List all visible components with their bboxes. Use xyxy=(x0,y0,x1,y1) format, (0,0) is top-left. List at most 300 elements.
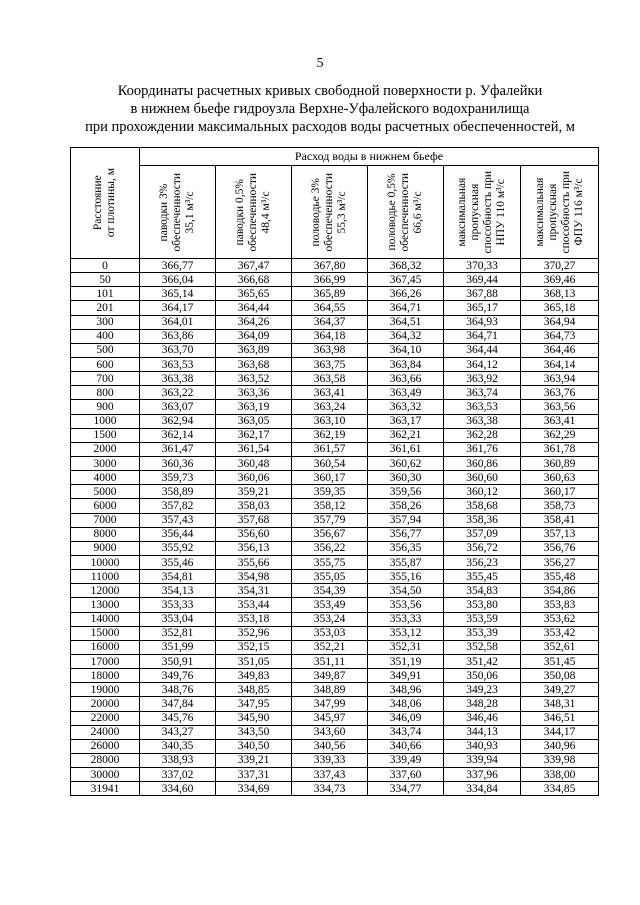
water-level-cell: 363,32 xyxy=(368,400,444,414)
water-level-cell: 363,53 xyxy=(444,400,521,414)
water-level-cell: 370,33 xyxy=(444,259,521,273)
water-level-cell: 353,39 xyxy=(444,626,521,640)
table-row xyxy=(71,287,599,301)
column-header-label: паводки 3% обеспеченности 35,1 м³/с xyxy=(158,172,196,252)
table-row xyxy=(71,471,599,485)
water-level-cell: 353,56 xyxy=(368,598,444,612)
distance-cell: 12000 xyxy=(71,584,140,598)
water-level-cell: 337,31 xyxy=(216,768,292,782)
title-line-2: в нижнем бьефе гидроузла Верхне-Уфалейского водохранилища xyxy=(130,101,530,117)
water-level-cell: 350,06 xyxy=(444,669,521,683)
water-level-cell: 354,81 xyxy=(140,570,216,584)
distance-cell: 6000 xyxy=(71,499,140,513)
column-header xyxy=(216,166,292,259)
water-level-cell: 356,72 xyxy=(444,541,521,555)
water-level-cell: 358,41 xyxy=(521,513,599,527)
table-row xyxy=(71,739,599,753)
column-header-label: паводки 0,5% обеспеченности 48,4 м³/с xyxy=(234,172,272,252)
water-level-cell: 363,17 xyxy=(368,414,444,428)
water-level-cell: 363,53 xyxy=(140,357,216,371)
water-level-cell: 337,43 xyxy=(292,768,368,782)
water-level-cell: 363,22 xyxy=(140,386,216,400)
water-level-cell: 355,45 xyxy=(444,570,521,584)
water-level-cell: 351,05 xyxy=(216,654,292,668)
water-level-cell: 352,81 xyxy=(140,626,216,640)
distance-cell: 8000 xyxy=(71,527,140,541)
water-level-cell: 356,77 xyxy=(368,527,444,541)
title-line-3: при прохождении максимальных расходов воды расчетных обеспеченностей, м xyxy=(85,119,575,135)
water-level-cell: 345,97 xyxy=(292,711,368,725)
water-level-cell: 348,06 xyxy=(368,697,444,711)
water-level-cell: 351,99 xyxy=(140,640,216,654)
distance-cell: 1000 xyxy=(71,414,140,428)
water-level-cell: 352,96 xyxy=(216,626,292,640)
distance-cell: 900 xyxy=(71,400,140,414)
water-level-cell: 353,42 xyxy=(521,626,599,640)
table-row xyxy=(71,513,599,527)
water-level-cell: 348,31 xyxy=(521,697,599,711)
water-level-cell: 360,63 xyxy=(521,471,599,485)
distance-cell: 17000 xyxy=(71,654,140,668)
water-level-cell: 351,11 xyxy=(292,654,368,668)
water-level-cell: 354,86 xyxy=(521,584,599,598)
table-row xyxy=(71,442,599,456)
distance-cell: 2000 xyxy=(71,442,140,456)
water-level-cell: 360,60 xyxy=(444,471,521,485)
table-row xyxy=(71,527,599,541)
table-row xyxy=(71,654,599,668)
table-row xyxy=(71,541,599,555)
water-level-cell: 364,37 xyxy=(292,315,368,329)
water-level-cell: 364,14 xyxy=(521,357,599,371)
water-level-cell: 361,47 xyxy=(140,442,216,456)
water-level-cell: 367,80 xyxy=(292,259,368,273)
distance-cell: 22000 xyxy=(71,711,140,725)
water-level-cell: 360,17 xyxy=(521,485,599,499)
table-row xyxy=(71,768,599,782)
water-level-cell: 348,76 xyxy=(140,683,216,697)
table-row xyxy=(71,626,599,640)
water-level-cell: 357,13 xyxy=(521,527,599,541)
water-level-cell: 343,60 xyxy=(292,725,368,739)
distance-header-label: Расстояние от плотины, м xyxy=(92,168,117,238)
water-level-cell: 364,17 xyxy=(140,301,216,315)
water-level-cell: 362,14 xyxy=(140,428,216,442)
table-row xyxy=(71,372,599,386)
water-level-cell: 349,27 xyxy=(521,683,599,697)
distance-cell: 10000 xyxy=(71,555,140,569)
table-row xyxy=(71,259,599,273)
distance-cell: 5000 xyxy=(71,485,140,499)
water-level-cell: 349,83 xyxy=(216,669,292,683)
water-level-cell: 340,93 xyxy=(444,739,521,753)
water-level-cell: 358,03 xyxy=(216,499,292,513)
distance-header xyxy=(71,148,140,259)
water-level-cell: 355,66 xyxy=(216,555,292,569)
water-level-cell: 364,18 xyxy=(292,329,368,343)
water-level-cell: 369,46 xyxy=(521,273,599,287)
water-level-cell: 365,18 xyxy=(521,301,599,315)
water-level-cell: 356,60 xyxy=(216,527,292,541)
water-level-cell: 357,82 xyxy=(140,499,216,513)
water-level-cell: 363,41 xyxy=(292,386,368,400)
water-level-cell: 367,47 xyxy=(216,259,292,273)
water-level-cell: 362,28 xyxy=(444,428,521,442)
distance-cell: 26000 xyxy=(71,739,140,753)
water-level-cell: 363,89 xyxy=(216,343,292,357)
water-level-cell: 346,46 xyxy=(444,711,521,725)
water-level-cell: 358,26 xyxy=(368,499,444,513)
distance-cell: 16000 xyxy=(71,640,140,654)
water-level-cell: 334,77 xyxy=(368,782,444,796)
water-level-cell: 354,13 xyxy=(140,584,216,598)
water-level-cell: 364,26 xyxy=(216,315,292,329)
water-level-cell: 363,76 xyxy=(521,386,599,400)
water-level-cell: 357,09 xyxy=(444,527,521,541)
column-header-label: половодье 3% обеспеченности 55,3 м³/с xyxy=(310,172,348,252)
water-level-cell: 363,24 xyxy=(292,400,368,414)
water-level-cell: 363,98 xyxy=(292,343,368,357)
water-level-cell: 360,06 xyxy=(216,471,292,485)
column-header-label: максимальная пропускная способность при НПУ 110 м³/с xyxy=(456,170,507,254)
water-level-cell: 356,22 xyxy=(292,541,368,555)
column-header xyxy=(140,166,216,259)
water-level-cell: 339,98 xyxy=(521,753,599,767)
distance-cell: 30000 xyxy=(71,768,140,782)
water-level-cell: 355,92 xyxy=(140,541,216,555)
water-level-cell: 347,84 xyxy=(140,697,216,711)
table-row xyxy=(71,456,599,470)
distance-cell: 4000 xyxy=(71,471,140,485)
distance-cell: 15000 xyxy=(71,626,140,640)
water-level-cell: 361,78 xyxy=(521,442,599,456)
water-level-cell: 353,80 xyxy=(444,598,521,612)
table-row xyxy=(71,598,599,612)
water-level-cell: 357,94 xyxy=(368,513,444,527)
table-row xyxy=(71,612,599,626)
distance-cell: 24000 xyxy=(71,725,140,739)
table-row xyxy=(71,555,599,569)
water-level-cell: 358,12 xyxy=(292,499,368,513)
water-level-cell: 363,38 xyxy=(140,372,216,386)
water-level-cell: 358,73 xyxy=(521,499,599,513)
water-level-cell: 345,76 xyxy=(140,711,216,725)
water-level-cell: 353,33 xyxy=(140,598,216,612)
water-level-cell: 343,27 xyxy=(140,725,216,739)
water-level-cell: 348,96 xyxy=(368,683,444,697)
water-level-cell: 353,04 xyxy=(140,612,216,626)
water-level-cell: 363,75 xyxy=(292,357,368,371)
water-level-cell: 339,21 xyxy=(216,753,292,767)
water-level-cell: 366,68 xyxy=(216,273,292,287)
water-level-cell: 361,76 xyxy=(444,442,521,456)
distance-cell: 18000 xyxy=(71,669,140,683)
water-level-cell: 353,83 xyxy=(521,598,599,612)
title-line-1: Координаты расчетных кривых свободной поверхности р. Уфалейки xyxy=(117,83,543,99)
table-row xyxy=(71,697,599,711)
water-level-cell: 364,44 xyxy=(444,343,521,357)
water-level-cell: 344,13 xyxy=(444,725,521,739)
water-level-cell: 360,48 xyxy=(216,456,292,470)
table-row xyxy=(71,357,599,371)
water-level-cell: 355,46 xyxy=(140,555,216,569)
water-level-cell: 353,59 xyxy=(444,612,521,626)
water-level-cell: 364,71 xyxy=(368,301,444,315)
water-level-cell: 369,44 xyxy=(444,273,521,287)
distance-cell: 400 xyxy=(71,329,140,343)
water-level-cell: 363,84 xyxy=(368,357,444,371)
water-level-cell: 366,99 xyxy=(292,273,368,287)
water-level-cell: 363,49 xyxy=(368,386,444,400)
column-header xyxy=(444,166,521,259)
water-level-cell: 362,19 xyxy=(292,428,368,442)
water-level-cell: 334,60 xyxy=(140,782,216,796)
water-level-cell: 364,10 xyxy=(368,343,444,357)
water-level-cell: 363,38 xyxy=(444,414,521,428)
water-level-cell: 353,24 xyxy=(292,612,368,626)
water-level-cell: 357,79 xyxy=(292,513,368,527)
water-level-cell: 338,93 xyxy=(140,753,216,767)
column-header xyxy=(521,166,599,259)
water-level-cell: 343,74 xyxy=(368,725,444,739)
water-level-cell: 364,12 xyxy=(444,357,521,371)
water-level-cell: 355,05 xyxy=(292,570,368,584)
distance-cell: 7000 xyxy=(71,513,140,527)
water-level-cell: 364,94 xyxy=(521,315,599,329)
water-level-cell: 360,30 xyxy=(368,471,444,485)
water-level-cell: 338,00 xyxy=(521,768,599,782)
column-header-label: половодье 0,5% обеспеченности 66,6 м³/с xyxy=(386,172,424,252)
water-level-cell: 349,87 xyxy=(292,669,368,683)
water-level-cell: 356,76 xyxy=(521,541,599,555)
distance-cell: 500 xyxy=(71,343,140,357)
distance-cell: 50 xyxy=(71,273,140,287)
water-level-cell: 351,19 xyxy=(368,654,444,668)
water-level-cell: 363,74 xyxy=(444,386,521,400)
water-level-cell: 358,89 xyxy=(140,485,216,499)
water-level-cell: 346,09 xyxy=(368,711,444,725)
water-level-cell: 351,45 xyxy=(521,654,599,668)
water-level-cell: 356,35 xyxy=(368,541,444,555)
distance-cell: 28000 xyxy=(71,753,140,767)
water-level-cell: 368,32 xyxy=(368,259,444,273)
water-level-cell: 345,90 xyxy=(216,711,292,725)
water-level-cell: 334,84 xyxy=(444,782,521,796)
distance-cell: 19000 xyxy=(71,683,140,697)
discharge-group-header: Расход воды в нижнем бьефе xyxy=(140,148,599,166)
table-row xyxy=(71,386,599,400)
water-level-cell: 362,29 xyxy=(521,428,599,442)
water-level-cell: 359,56 xyxy=(368,485,444,499)
water-level-cell: 364,44 xyxy=(216,301,292,315)
distance-cell: 700 xyxy=(71,372,140,386)
table-row xyxy=(71,273,599,287)
water-level-cell: 347,95 xyxy=(216,697,292,711)
water-level-cell: 352,61 xyxy=(521,640,599,654)
water-surface-table xyxy=(70,147,599,796)
water-level-cell: 355,87 xyxy=(368,555,444,569)
water-level-cell: 363,36 xyxy=(216,386,292,400)
water-level-cell: 356,44 xyxy=(140,527,216,541)
table-row xyxy=(71,301,599,315)
water-level-cell: 349,76 xyxy=(140,669,216,683)
water-level-cell: 367,88 xyxy=(444,287,521,301)
distance-cell: 14000 xyxy=(71,612,140,626)
water-level-cell: 364,32 xyxy=(368,329,444,343)
water-level-cell: 354,83 xyxy=(444,584,521,598)
water-level-cell: 356,27 xyxy=(521,555,599,569)
water-level-cell: 364,73 xyxy=(521,329,599,343)
water-level-cell: 344,17 xyxy=(521,725,599,739)
table-row xyxy=(71,485,599,499)
distance-cell: 0 xyxy=(71,259,140,273)
water-level-cell: 359,21 xyxy=(216,485,292,499)
column-header-label: максимальная пропускная способность при ФПУ 116 м³/с xyxy=(533,170,585,254)
table-row xyxy=(71,315,599,329)
water-level-cell: 348,28 xyxy=(444,697,521,711)
distance-cell: 300 xyxy=(71,315,140,329)
water-level-cell: 337,02 xyxy=(140,768,216,782)
water-level-cell: 360,89 xyxy=(521,456,599,470)
water-level-cell: 334,85 xyxy=(521,782,599,796)
distance-cell: 9000 xyxy=(71,541,140,555)
water-level-cell: 334,69 xyxy=(216,782,292,796)
water-level-cell: 340,56 xyxy=(292,739,368,753)
water-level-cell: 365,17 xyxy=(444,301,521,315)
water-level-cell: 362,21 xyxy=(368,428,444,442)
water-level-cell: 356,13 xyxy=(216,541,292,555)
water-level-cell: 346,51 xyxy=(521,711,599,725)
water-level-cell: 351,42 xyxy=(444,654,521,668)
distance-cell: 201 xyxy=(71,301,140,315)
water-level-cell: 357,68 xyxy=(216,513,292,527)
water-level-cell: 362,94 xyxy=(140,414,216,428)
distance-cell: 3000 xyxy=(71,456,140,470)
water-level-cell: 353,62 xyxy=(521,612,599,626)
water-level-cell: 354,98 xyxy=(216,570,292,584)
water-level-cell: 363,41 xyxy=(521,414,599,428)
water-level-cell: 354,50 xyxy=(368,584,444,598)
water-level-cell: 339,94 xyxy=(444,753,521,767)
distance-cell: 600 xyxy=(71,357,140,371)
table-body xyxy=(71,259,599,796)
water-level-cell: 337,60 xyxy=(368,768,444,782)
table-row xyxy=(71,782,599,796)
water-level-cell: 340,66 xyxy=(368,739,444,753)
water-level-cell: 347,99 xyxy=(292,697,368,711)
water-level-cell: 353,03 xyxy=(292,626,368,640)
water-level-cell: 350,08 xyxy=(521,669,599,683)
water-level-cell: 363,68 xyxy=(216,357,292,371)
water-level-cell: 361,61 xyxy=(368,442,444,456)
water-level-cell: 359,35 xyxy=(292,485,368,499)
water-level-cell: 353,12 xyxy=(368,626,444,640)
water-level-cell: 348,85 xyxy=(216,683,292,697)
water-level-cell: 365,14 xyxy=(140,287,216,301)
water-level-cell: 356,23 xyxy=(444,555,521,569)
water-level-cell: 363,66 xyxy=(368,372,444,386)
distance-cell: 1500 xyxy=(71,428,140,442)
water-level-cell: 365,65 xyxy=(216,287,292,301)
water-level-cell: 340,50 xyxy=(216,739,292,753)
water-level-cell: 363,58 xyxy=(292,372,368,386)
water-level-cell: 368,13 xyxy=(521,287,599,301)
distance-cell: 13000 xyxy=(71,598,140,612)
table-row xyxy=(71,414,599,428)
water-level-cell: 363,70 xyxy=(140,343,216,357)
water-level-cell: 363,10 xyxy=(292,414,368,428)
water-level-cell: 334,73 xyxy=(292,782,368,796)
distance-cell: 20000 xyxy=(71,697,140,711)
water-level-cell: 364,93 xyxy=(444,315,521,329)
water-level-cell: 339,33 xyxy=(292,753,368,767)
water-level-cell: 360,17 xyxy=(292,471,368,485)
water-level-cell: 357,43 xyxy=(140,513,216,527)
water-level-cell: 364,71 xyxy=(444,329,521,343)
water-level-cell: 358,36 xyxy=(444,513,521,527)
water-level-cell: 353,44 xyxy=(216,598,292,612)
table-row xyxy=(71,725,599,739)
water-level-cell: 366,26 xyxy=(368,287,444,301)
water-level-cell: 343,50 xyxy=(216,725,292,739)
water-level-cell: 364,51 xyxy=(368,315,444,329)
table-row xyxy=(71,669,599,683)
water-level-cell: 355,75 xyxy=(292,555,368,569)
water-level-cell: 356,67 xyxy=(292,527,368,541)
water-level-cell: 363,92 xyxy=(444,372,521,386)
water-level-cell: 340,96 xyxy=(521,739,599,753)
water-level-cell: 362,17 xyxy=(216,428,292,442)
water-level-cell: 340,35 xyxy=(140,739,216,753)
distance-cell: 31941 xyxy=(71,782,140,796)
column-header xyxy=(368,166,444,259)
table-row xyxy=(71,711,599,725)
water-level-cell: 339,49 xyxy=(368,753,444,767)
water-level-cell: 366,04 xyxy=(140,273,216,287)
water-level-cell: 358,68 xyxy=(444,499,521,513)
water-level-cell: 360,86 xyxy=(444,456,521,470)
table-row xyxy=(71,428,599,442)
distance-cell: 800 xyxy=(71,386,140,400)
water-level-cell: 363,56 xyxy=(521,400,599,414)
document-title xyxy=(60,82,600,136)
table-row xyxy=(71,329,599,343)
water-level-cell: 349,23 xyxy=(444,683,521,697)
water-level-cell: 337,96 xyxy=(444,768,521,782)
water-level-cell: 365,89 xyxy=(292,287,368,301)
table-row xyxy=(71,343,599,357)
water-level-cell: 364,46 xyxy=(521,343,599,357)
water-level-cell: 355,48 xyxy=(521,570,599,584)
water-level-cell: 364,01 xyxy=(140,315,216,329)
column-header xyxy=(292,166,368,259)
water-level-cell: 361,57 xyxy=(292,442,368,456)
table-row xyxy=(71,640,599,654)
water-level-cell: 363,19 xyxy=(216,400,292,414)
distance-cell: 11000 xyxy=(71,570,140,584)
water-level-cell: 353,49 xyxy=(292,598,368,612)
water-level-cell: 349,91 xyxy=(368,669,444,683)
table-row xyxy=(71,400,599,414)
water-level-cell: 359,73 xyxy=(140,471,216,485)
water-level-cell: 354,31 xyxy=(216,584,292,598)
water-level-cell: 354,39 xyxy=(292,584,368,598)
table-row xyxy=(71,499,599,513)
water-level-cell: 352,21 xyxy=(292,640,368,654)
table-row xyxy=(71,584,599,598)
water-level-cell: 352,58 xyxy=(444,640,521,654)
water-level-cell: 364,55 xyxy=(292,301,368,315)
